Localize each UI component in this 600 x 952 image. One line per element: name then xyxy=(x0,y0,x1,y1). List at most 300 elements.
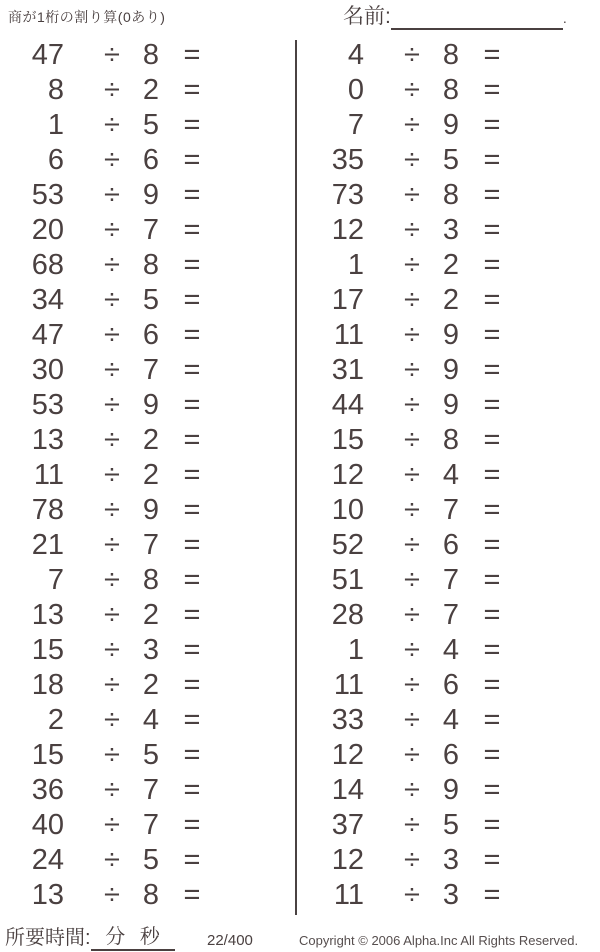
dividend: 4 xyxy=(347,39,364,71)
divide-sign: ÷ xyxy=(104,634,120,666)
dividend: 53 xyxy=(31,179,64,211)
divide-sign: ÷ xyxy=(104,109,120,141)
divide-sign: ÷ xyxy=(104,39,120,71)
equals-sign: = xyxy=(483,389,501,421)
dividend: 20 xyxy=(31,214,64,246)
problem-row xyxy=(300,353,590,388)
dividend: 36 xyxy=(31,774,64,806)
divisor: 7 xyxy=(442,494,460,526)
equals-sign: = xyxy=(483,494,501,526)
divide-sign: ÷ xyxy=(104,879,120,911)
divisor: 7 xyxy=(142,214,160,246)
dividend: 7 xyxy=(47,564,64,596)
name-line-period: . xyxy=(562,10,567,26)
divisor: 5 xyxy=(142,844,160,876)
divisor: 3 xyxy=(142,634,160,666)
dividend: 15 xyxy=(31,739,64,771)
problem-row xyxy=(300,458,590,493)
divide-sign: ÷ xyxy=(104,809,120,841)
answer-blank xyxy=(510,668,590,703)
equals-sign: = xyxy=(183,424,201,456)
equals-sign: = xyxy=(183,564,201,596)
problem-row xyxy=(300,283,590,318)
dividend: 47 xyxy=(31,39,64,71)
column-divider-line xyxy=(295,40,297,915)
dividend: 12 xyxy=(331,214,364,246)
equals-sign: = xyxy=(483,844,501,876)
problem-row xyxy=(300,633,590,668)
answer-blank xyxy=(210,353,290,388)
divisor: 8 xyxy=(442,39,460,71)
divide-sign: ÷ xyxy=(404,564,420,596)
divide-sign: ÷ xyxy=(104,389,120,421)
problem-row xyxy=(300,773,590,808)
equals-sign: = xyxy=(183,704,201,736)
equals-sign: = xyxy=(483,319,501,351)
problems-column-right xyxy=(300,38,590,913)
answer-blank xyxy=(210,458,290,493)
dividend: 14 xyxy=(331,774,364,806)
divisor: 9 xyxy=(442,319,460,351)
dividend: 28 xyxy=(331,599,364,631)
problem-row xyxy=(0,773,290,808)
dividend: 37 xyxy=(331,809,364,841)
problem-row xyxy=(0,808,290,843)
answer-blank xyxy=(510,773,590,808)
problem-row xyxy=(0,458,290,493)
answer-blank xyxy=(210,598,290,633)
copyright-text: Copyright © 2006 Alpha.Inc All Rights Reserved. xyxy=(299,933,579,948)
answer-blank xyxy=(510,318,590,353)
dividend: 31 xyxy=(331,354,364,386)
divisor: 9 xyxy=(442,389,460,421)
dividend: 1 xyxy=(347,634,364,666)
divisor: 8 xyxy=(442,424,460,456)
problem-row xyxy=(0,563,290,598)
equals-sign: = xyxy=(483,809,501,841)
problem-row xyxy=(0,248,290,283)
divide-sign: ÷ xyxy=(104,494,120,526)
answer-blank xyxy=(210,38,290,73)
divide-sign: ÷ xyxy=(404,774,420,806)
answer-blank xyxy=(510,598,590,633)
answer-blank xyxy=(210,633,290,668)
problem-row xyxy=(0,108,290,143)
equals-sign: = xyxy=(483,214,501,246)
answer-blank xyxy=(210,143,290,178)
dividend: 15 xyxy=(31,634,64,666)
divide-sign: ÷ xyxy=(404,284,420,316)
problem-row xyxy=(0,388,290,423)
divisor: 2 xyxy=(142,459,160,491)
equals-sign: = xyxy=(483,599,501,631)
equals-sign: = xyxy=(183,774,201,806)
answer-blank xyxy=(210,178,290,213)
divide-sign: ÷ xyxy=(404,214,420,246)
problem-row xyxy=(300,703,590,738)
divisor: 7 xyxy=(142,354,160,386)
answer-blank xyxy=(510,248,590,283)
answer-blank xyxy=(510,73,590,108)
divide-sign: ÷ xyxy=(404,879,420,911)
divisor: 8 xyxy=(442,179,460,211)
equals-sign: = xyxy=(183,109,201,141)
equals-sign: = xyxy=(483,739,501,771)
problem-row xyxy=(300,388,590,423)
divisor: 6 xyxy=(442,529,460,561)
divide-sign: ÷ xyxy=(104,214,120,246)
answer-blank xyxy=(510,108,590,143)
divisor: 2 xyxy=(142,599,160,631)
answer-blank xyxy=(210,283,290,318)
answer-blank xyxy=(210,318,290,353)
divisor: 9 xyxy=(142,494,160,526)
divisor: 3 xyxy=(442,879,460,911)
dividend: 33 xyxy=(331,704,364,736)
problem-row xyxy=(0,318,290,353)
dividend: 6 xyxy=(47,144,64,176)
divisor: 8 xyxy=(142,879,160,911)
equals-sign: = xyxy=(483,354,501,386)
equals-sign: = xyxy=(483,284,501,316)
answer-blank xyxy=(210,843,290,878)
equals-sign: = xyxy=(183,74,201,106)
divisor: 9 xyxy=(442,109,460,141)
answer-blank xyxy=(510,843,590,878)
dividend: 51 xyxy=(331,564,364,596)
divide-sign: ÷ xyxy=(104,249,120,281)
dividend: 53 xyxy=(31,389,64,421)
divide-sign: ÷ xyxy=(104,844,120,876)
problem-row xyxy=(300,178,590,213)
divisor: 6 xyxy=(442,739,460,771)
dividend: 21 xyxy=(31,529,64,561)
problem-row xyxy=(300,423,590,458)
problem-row xyxy=(0,283,290,318)
divide-sign: ÷ xyxy=(404,669,420,701)
equals-sign: = xyxy=(183,879,201,911)
equals-sign: = xyxy=(183,529,201,561)
answer-blank xyxy=(510,528,590,563)
divide-sign: ÷ xyxy=(104,284,120,316)
answer-blank xyxy=(510,458,590,493)
problem-row xyxy=(0,143,290,178)
divisor: 5 xyxy=(442,144,460,176)
problem-row xyxy=(300,563,590,598)
dividend: 1 xyxy=(347,249,364,281)
divide-sign: ÷ xyxy=(104,599,120,631)
answer-blank xyxy=(210,738,290,773)
equals-sign: = xyxy=(183,599,201,631)
dividend: 11 xyxy=(333,669,364,701)
divide-sign: ÷ xyxy=(104,354,120,386)
dividend: 13 xyxy=(31,599,64,631)
dividend: 35 xyxy=(331,144,364,176)
divide-sign: ÷ xyxy=(404,599,420,631)
dividend: 44 xyxy=(331,389,364,421)
answer-blank xyxy=(210,73,290,108)
equals-sign: = xyxy=(483,424,501,456)
problem-row xyxy=(0,668,290,703)
divide-sign: ÷ xyxy=(404,844,420,876)
divide-sign: ÷ xyxy=(404,249,420,281)
problem-row xyxy=(300,668,590,703)
dividend: 13 xyxy=(31,424,64,456)
answer-blank xyxy=(510,563,590,598)
divide-sign: ÷ xyxy=(404,494,420,526)
answer-blank xyxy=(510,388,590,423)
dividend: 11 xyxy=(333,879,364,911)
divisor: 9 xyxy=(442,774,460,806)
divisor: 6 xyxy=(142,144,160,176)
equals-sign: = xyxy=(183,739,201,771)
name-blank-line xyxy=(391,4,563,30)
divisor: 5 xyxy=(142,109,160,141)
divisor: 2 xyxy=(442,249,460,281)
answer-blank xyxy=(510,143,590,178)
divisor: 2 xyxy=(142,669,160,701)
answer-blank xyxy=(510,213,590,248)
equals-sign: = xyxy=(483,634,501,666)
answer-blank xyxy=(210,248,290,283)
divide-sign: ÷ xyxy=(404,529,420,561)
problem-row xyxy=(300,878,590,913)
dividend: 47 xyxy=(31,319,64,351)
divisor: 2 xyxy=(442,284,460,316)
divide-sign: ÷ xyxy=(404,39,420,71)
equals-sign: = xyxy=(183,844,201,876)
divide-sign: ÷ xyxy=(104,669,120,701)
answer-blank xyxy=(210,528,290,563)
divide-sign: ÷ xyxy=(404,389,420,421)
equals-sign: = xyxy=(483,529,501,561)
problem-row xyxy=(300,528,590,563)
equals-sign: = xyxy=(183,319,201,351)
problem-row xyxy=(0,213,290,248)
problem-row xyxy=(0,423,290,458)
divisor: 9 xyxy=(142,389,160,421)
problem-row xyxy=(0,598,290,633)
equals-sign: = xyxy=(483,879,501,911)
divide-sign: ÷ xyxy=(404,354,420,386)
answer-blank xyxy=(210,563,290,598)
answer-blank xyxy=(210,213,290,248)
problem-row xyxy=(300,38,590,73)
divide-sign: ÷ xyxy=(104,774,120,806)
divisor: 7 xyxy=(442,599,460,631)
divide-sign: ÷ xyxy=(404,739,420,771)
dividend: 68 xyxy=(31,249,64,281)
divisor: 5 xyxy=(142,739,160,771)
equals-sign: = xyxy=(483,564,501,596)
dividend: 78 xyxy=(31,494,64,526)
divide-sign: ÷ xyxy=(404,424,420,456)
divisor: 4 xyxy=(142,704,160,736)
divide-sign: ÷ xyxy=(104,529,120,561)
name-label: 名前: xyxy=(343,5,391,28)
problem-row xyxy=(0,528,290,563)
problem-row xyxy=(300,808,590,843)
name-field xyxy=(343,4,567,30)
divide-sign: ÷ xyxy=(404,144,420,176)
equals-sign: = xyxy=(183,144,201,176)
problem-row xyxy=(0,878,290,913)
divide-sign: ÷ xyxy=(104,179,120,211)
problem-row xyxy=(300,73,590,108)
dividend: 1 xyxy=(47,109,64,141)
equals-sign: = xyxy=(183,634,201,666)
answer-blank xyxy=(210,423,290,458)
dividend: 12 xyxy=(331,459,364,491)
divisor: 4 xyxy=(442,634,460,666)
divisor: 4 xyxy=(442,704,460,736)
divide-sign: ÷ xyxy=(104,74,120,106)
answer-blank xyxy=(210,878,290,913)
divisor: 4 xyxy=(442,459,460,491)
answer-blank xyxy=(510,423,590,458)
equals-sign: = xyxy=(183,389,201,421)
problem-row xyxy=(300,108,590,143)
answer-blank xyxy=(210,808,290,843)
divisor: 8 xyxy=(142,249,160,281)
divisor: 7 xyxy=(142,809,160,841)
time-label: 所要時間: xyxy=(5,927,91,949)
answer-blank xyxy=(510,633,590,668)
problem-row xyxy=(0,178,290,213)
dividend: 73 xyxy=(331,179,364,211)
minutes-label: 分 xyxy=(105,926,126,948)
equals-sign: = xyxy=(483,774,501,806)
divide-sign: ÷ xyxy=(404,319,420,351)
equals-sign: = xyxy=(483,704,501,736)
equals-sign: = xyxy=(483,144,501,176)
answer-blank xyxy=(510,178,590,213)
equals-sign: = xyxy=(483,179,501,211)
seconds-label: 秒 xyxy=(139,926,160,948)
equals-sign: = xyxy=(483,459,501,491)
problem-row xyxy=(0,38,290,73)
problem-row xyxy=(0,738,290,773)
dividend: 11 xyxy=(333,319,364,351)
divide-sign: ÷ xyxy=(104,739,120,771)
divisor: 2 xyxy=(142,74,160,106)
dividend: 2 xyxy=(47,704,64,736)
problem-row xyxy=(300,318,590,353)
divide-sign: ÷ xyxy=(404,634,420,666)
divisor: 7 xyxy=(142,529,160,561)
answer-blank xyxy=(210,493,290,528)
answer-blank xyxy=(510,283,590,318)
answer-blank xyxy=(210,668,290,703)
problem-row xyxy=(0,843,290,878)
divisor: 8 xyxy=(442,74,460,106)
equals-sign: = xyxy=(183,284,201,316)
dividend: 12 xyxy=(331,844,364,876)
problem-row xyxy=(300,213,590,248)
equals-sign: = xyxy=(483,109,501,141)
divide-sign: ÷ xyxy=(104,459,120,491)
dividend: 34 xyxy=(31,284,64,316)
equals-sign: = xyxy=(183,214,201,246)
answer-blank xyxy=(510,808,590,843)
dividend: 30 xyxy=(31,354,64,386)
divisor: 6 xyxy=(142,319,160,351)
problem-row xyxy=(0,493,290,528)
divide-sign: ÷ xyxy=(104,319,120,351)
problem-row xyxy=(300,843,590,878)
problem-row xyxy=(300,598,590,633)
divide-sign: ÷ xyxy=(404,459,420,491)
answer-blank xyxy=(210,703,290,738)
answer-blank xyxy=(210,773,290,808)
equals-sign: = xyxy=(183,354,201,386)
divisor: 9 xyxy=(442,354,460,386)
divisor: 3 xyxy=(442,214,460,246)
equals-sign: = xyxy=(183,249,201,281)
dividend: 7 xyxy=(347,109,364,141)
dividend: 40 xyxy=(31,809,64,841)
equals-sign: = xyxy=(183,39,201,71)
equals-sign: = xyxy=(183,669,201,701)
equals-sign: = xyxy=(183,494,201,526)
time-field xyxy=(5,925,175,951)
divide-sign: ÷ xyxy=(104,564,120,596)
divide-sign: ÷ xyxy=(404,704,420,736)
divide-sign: ÷ xyxy=(404,109,420,141)
divisor: 7 xyxy=(442,564,460,596)
dividend: 10 xyxy=(331,494,364,526)
answer-blank xyxy=(510,353,590,388)
page-indicator: 22/400 xyxy=(207,932,253,949)
dividend: 17 xyxy=(331,284,364,316)
dividend: 11 xyxy=(33,459,64,491)
divide-sign: ÷ xyxy=(104,424,120,456)
dividend: 0 xyxy=(347,74,364,106)
divisor: 6 xyxy=(442,669,460,701)
divisor: 7 xyxy=(142,774,160,806)
answer-blank xyxy=(510,738,590,773)
dividend: 12 xyxy=(331,739,364,771)
dividend: 18 xyxy=(31,669,64,701)
answer-blank xyxy=(210,388,290,423)
equals-sign: = xyxy=(483,249,501,281)
divisor: 5 xyxy=(142,284,160,316)
equals-sign: = xyxy=(183,459,201,491)
problem-row xyxy=(300,738,590,773)
dividend: 8 xyxy=(47,74,64,106)
time-blank-line xyxy=(91,925,175,951)
divide-sign: ÷ xyxy=(104,144,120,176)
problem-row xyxy=(0,353,290,388)
divide-sign: ÷ xyxy=(404,74,420,106)
problem-row xyxy=(0,73,290,108)
divisor: 3 xyxy=(442,844,460,876)
dividend: 15 xyxy=(331,424,364,456)
dividend: 24 xyxy=(31,844,64,876)
answer-blank xyxy=(510,38,590,73)
equals-sign: = xyxy=(183,809,201,841)
divisor: 8 xyxy=(142,564,160,596)
problem-row xyxy=(300,143,590,178)
answer-blank xyxy=(510,878,590,913)
divisor: 9 xyxy=(142,179,160,211)
divisor: 2 xyxy=(142,424,160,456)
divisor: 8 xyxy=(142,39,160,71)
problem-row xyxy=(300,493,590,528)
problem-row xyxy=(0,703,290,738)
divide-sign: ÷ xyxy=(404,179,420,211)
equals-sign: = xyxy=(183,179,201,211)
